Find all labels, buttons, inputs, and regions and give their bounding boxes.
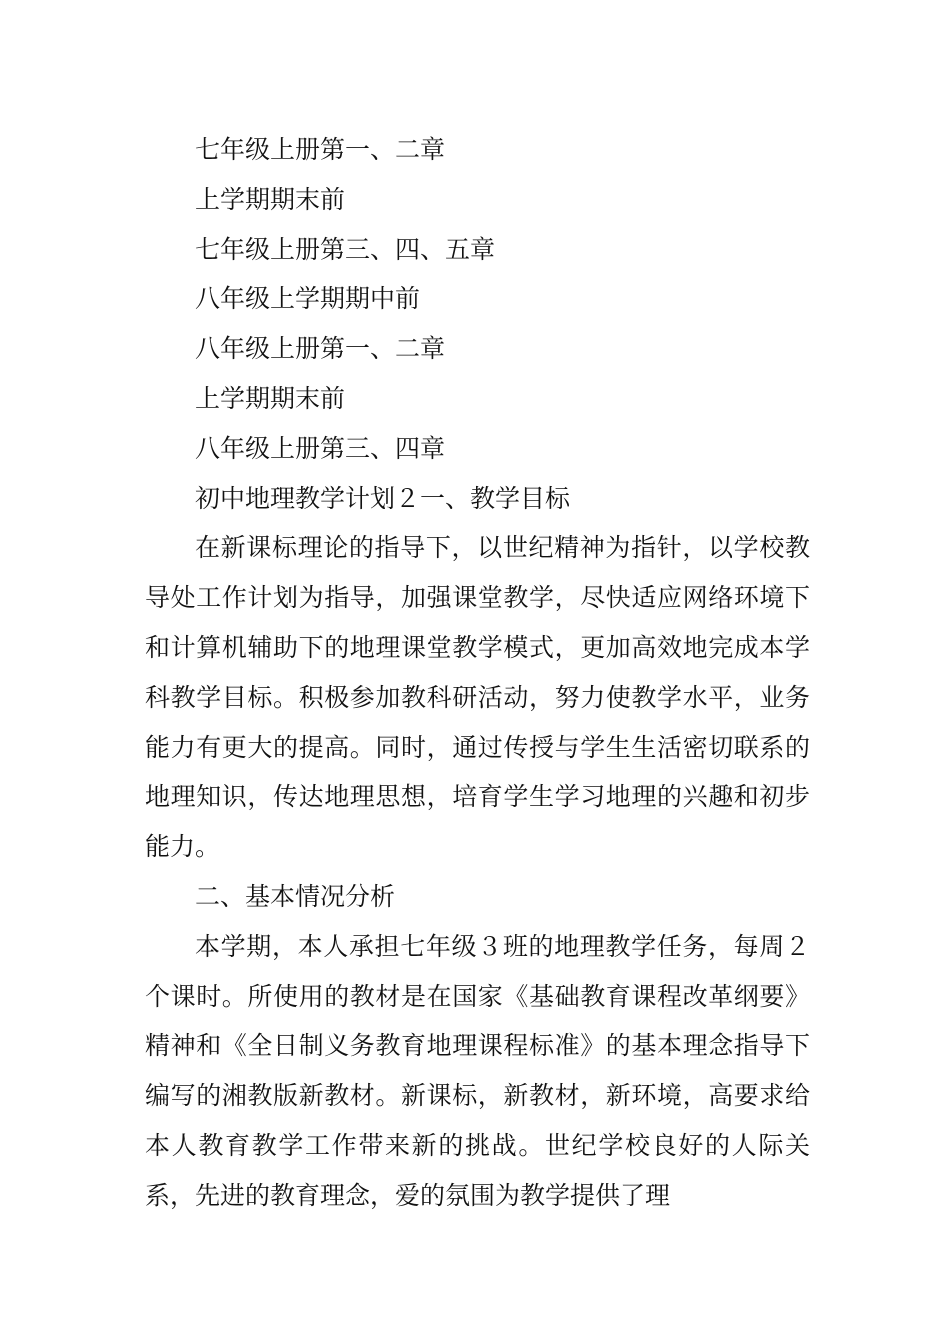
section-heading: 初中地理教学计划２一、教学目标 <box>195 483 571 513</box>
text-line: 八年级上册第三、四章 <box>195 433 446 463</box>
paragraph-situation-analysis: 本学期，本人承担七年级３班的地理教学任务，每周２个课时。所使用的教材是在国家《基础教育课程改革纲要》精神和《全日制义务教育地理课程标准》的基本理念指导下编写的湘教版新教材。新课标，新教材，新环境，高要求给本人教育教学工作带来新的挑战。世纪学校良好的人际关系，先进的教育理念，爱的氛围为教学提供了理 <box>145 931 810 1210</box>
text-line: 上学期期末前 <box>195 184 346 214</box>
text-line: 上学期期末前 <box>195 383 346 413</box>
text-line: 八年级上册第一、二章 <box>195 334 446 364</box>
text-line: 七年级上册第一、二章 <box>195 135 446 164</box>
section-heading: 二、基本情况分析 <box>195 881 396 911</box>
text-line: 七年级上册第三、四、五章 <box>195 234 496 264</box>
paragraph-teaching-goal: 在新课标理论的指导下，以世纪精神为指针，以学校教导处工作计划为指导，加强课堂教学，尽快适应网络环境下和计算机辅助下的地理课堂教学模式，更加高效地完成本学科教学目标。积极参加教科研活动，努力使教学水平，业务能力有更大的提高。同时，通过传授与学生生活密切联系的地理知识，传达地理思想，培育学生学习地理的兴趣和初步能力。 <box>145 533 810 862</box>
text-line: 八年级上学期期中前 <box>195 284 421 314</box>
document-body <box>145 125 810 1221</box>
